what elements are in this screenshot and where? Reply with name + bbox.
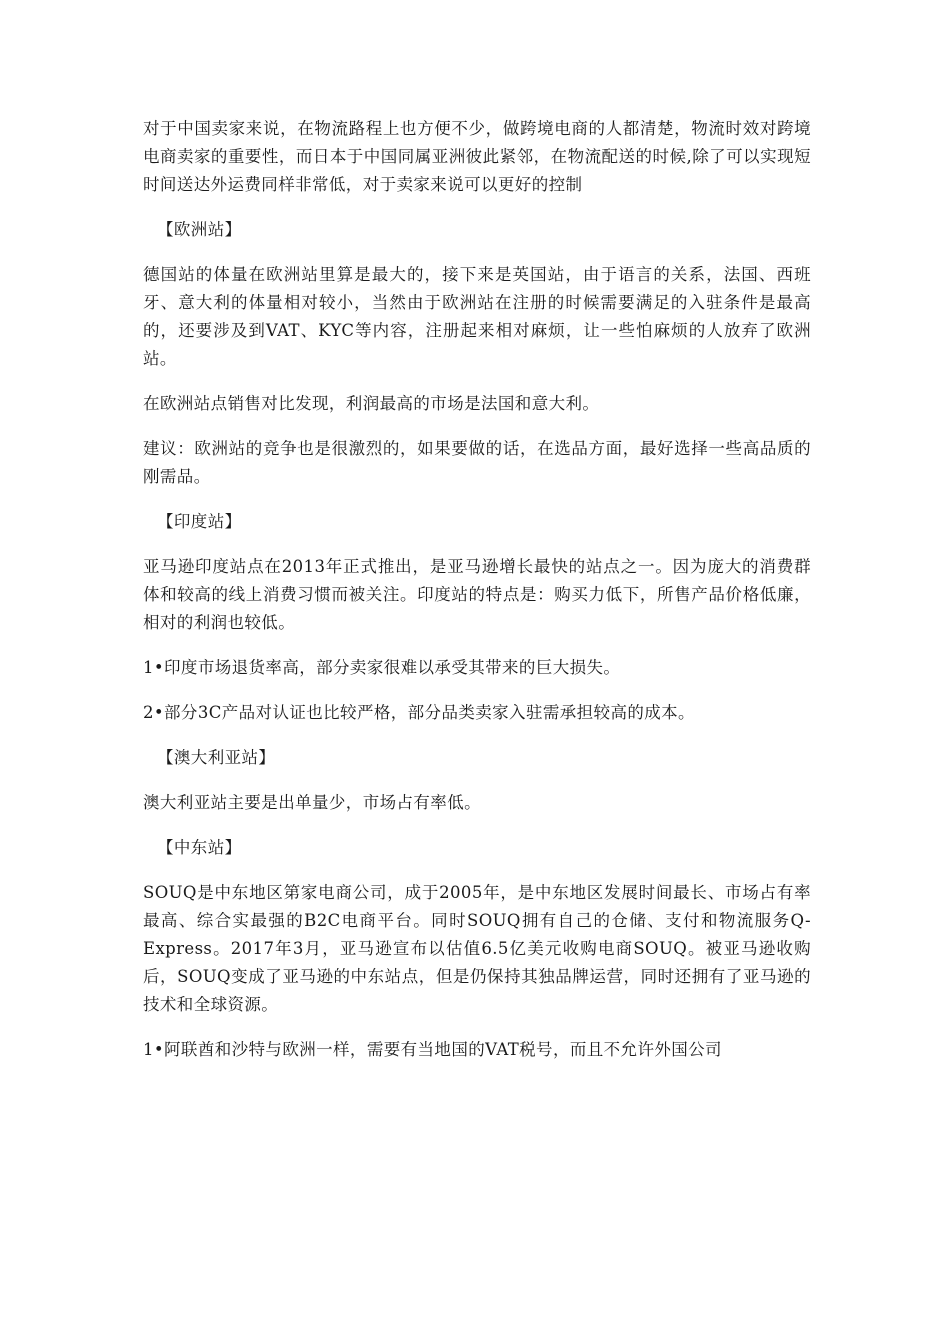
heading-middle-east-station: 【中东站】 [157, 838, 242, 857]
paragraph-india-overview: 亚马逊印度站点在2013年正式推出，是亚马逊增长最快的站点之一。因为庞大的消费群体和较高的线上消费习惯而被关注。印度站的特点是：购买力低下，所售产品价格低廉，相对的利润也较低。 [143, 557, 811, 632]
paragraph-europe-overview: 德国站的体量在欧洲站里算是最大的，接下来是英国站，由于语言的关系，法国、西班牙、意大利的体量相对较小，当然由于欧洲站在注册的时候需要满足的入驻条件是最高的，还要涉及到VAT、KYC等内容，注册起来相对麻烦，让一些怕麻烦的人放弃了欧洲站。 [143, 265, 811, 368]
paragraph-japan-logistics: 对于中国卖家来说，在物流路程上也方便不少，做跨境电商的人都清楚，物流时效对跨境电商卖家的重要性，而日本于中国同属亚洲彼此紧邻，在物流配送的时候,除了可以实现短时间送达外运费同样非常低，对于卖家来说可以更好的控制 [143, 119, 811, 194]
paragraph-europe-profit: 在欧洲站点销售对比发现，利润最高的市场是法国和意大利。 [143, 394, 600, 413]
heading-australia-station: 【澳大利亚站】 [157, 748, 276, 767]
paragraph-souq-overview: SOUQ是中东地区第家电商公司，成于2005年，是中东地区发展时间最长、市场占有率最高、综合实最强的B2C电商平台。同时SOUQ拥有自己的仓储、支付和物流服务Q-Express。2017年3月，亚马逊宣布以估值6.5亿美元收购电商SOUQ。被亚马逊收购后，SOUQ变成了亚马逊的中东站点，但是仍保持其独品牌运营，同时还拥有了亚马逊的技术和全球资源。 [143, 883, 811, 1014]
document-body [143, 115, 811, 1064]
paragraph-middle-east-point-1: 1•阿联酋和沙特与欧洲一样，需要有当地国的VAT税号，而且不允许外国公司 [143, 1040, 722, 1059]
paragraph-australia-overview: 澳大利亚站主要是出单量少，市场占有率低。 [143, 793, 481, 812]
heading-europe-station: 【欧洲站】 [157, 220, 242, 239]
heading-india-station: 【印度站】 [157, 512, 242, 531]
paragraph-india-point-2: 2•部分3C产品对认证也比较严格，部分品类卖家入驻需承担较高的成本。 [143, 703, 695, 722]
paragraph-india-point-1: 1•印度市场退货率高，部分卖家很难以承受其带来的巨大损失。 [143, 658, 621, 677]
paragraph-europe-advice: 建议：欧洲站的竞争也是很激烈的，如果要做的话，在选品方面，最好选择一些高品质的刚需品。 [143, 439, 811, 486]
